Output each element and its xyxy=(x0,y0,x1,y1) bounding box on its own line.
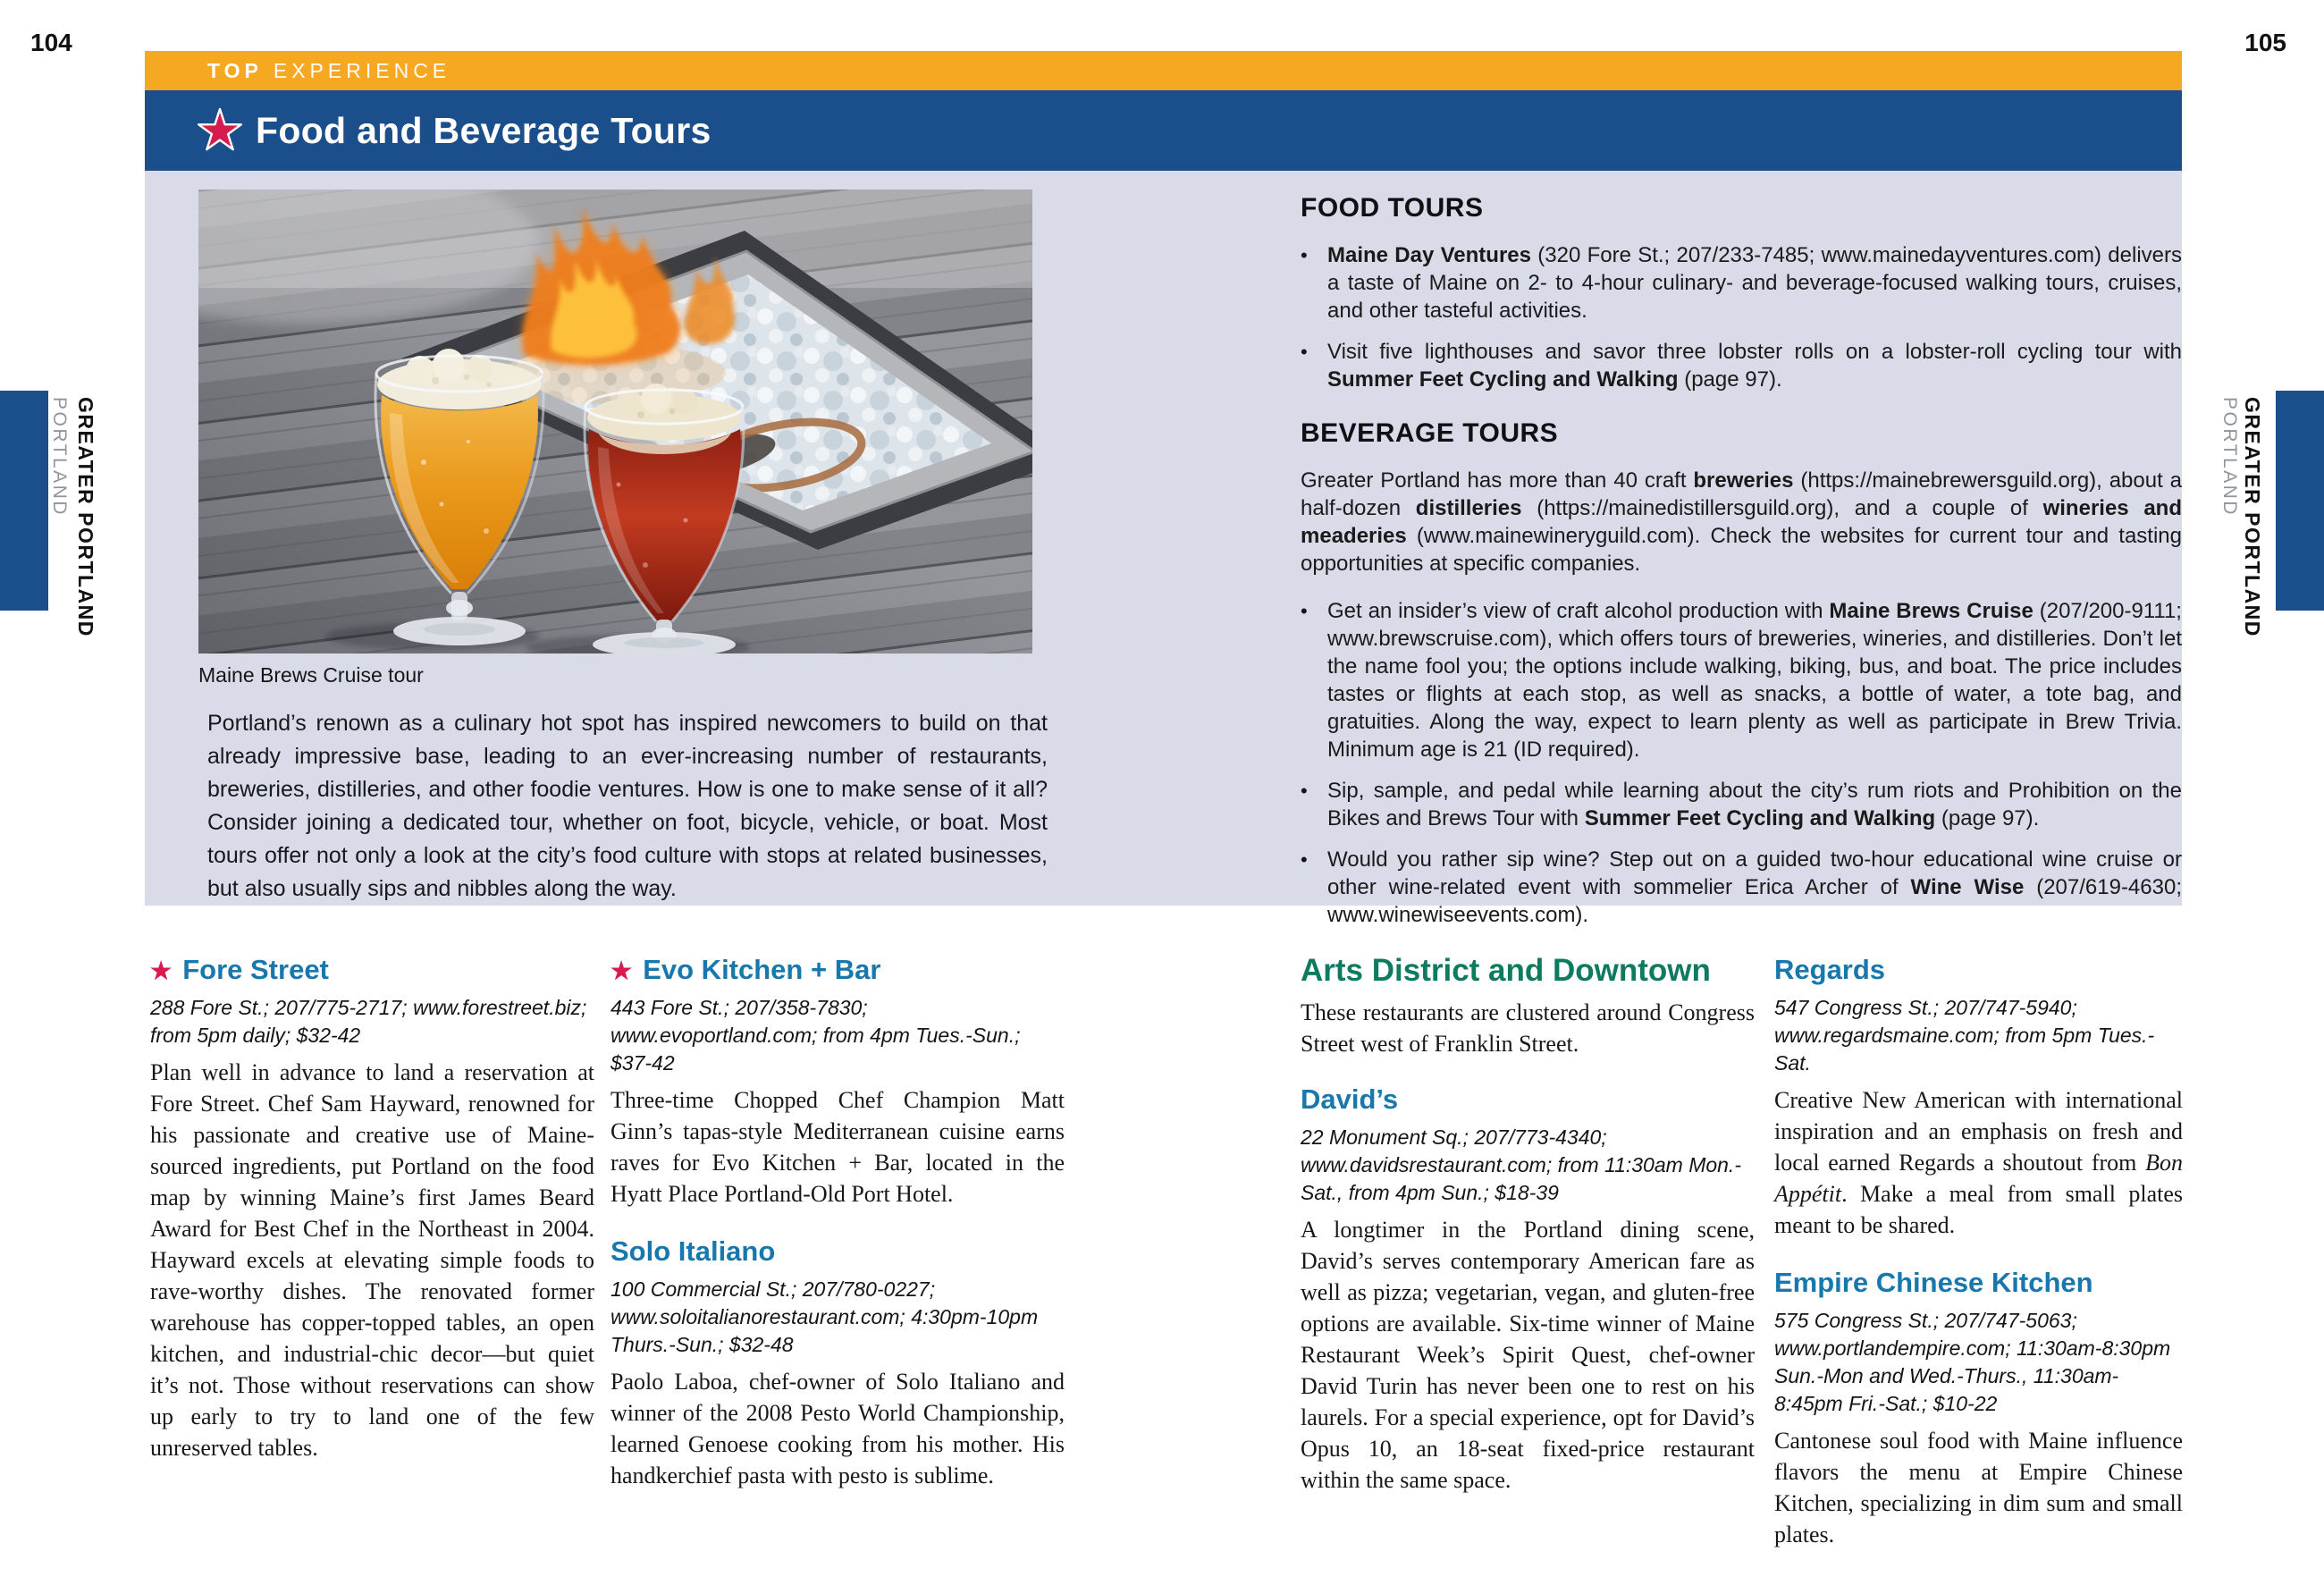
bullet-dot: • xyxy=(1301,780,1308,802)
restaurant-name xyxy=(610,1236,1065,1267)
beverage-tours-bullet-2 xyxy=(1301,777,2182,832)
beverage-tours-heading: BEVERAGE TOURS xyxy=(1301,418,1559,448)
district-intro: These restaurants are clustered around Congress Street west of Franklin Street. xyxy=(1301,999,1755,1057)
bullet-dot: • xyxy=(1301,244,1308,266)
kicker-text xyxy=(207,59,450,83)
bullet-text: Visit five lighthouses and savor three lobster rolls on a lobster-roll cycling tour with Summer Feet Cycling and Walking (page 97). xyxy=(1327,340,2182,392)
listing-column-4 xyxy=(1774,955,2183,1577)
restaurant-description: Paolo Laboa, chef-owner of Solo Italiano and winner of the 2008 Pesto World Championship, learned Genoese cooking from his mother. His handkerchief pasta with pesto is sublime. xyxy=(610,1369,1065,1489)
restaurant-name-text: Fore Street xyxy=(182,954,329,985)
photo-beer-glasses-firepit xyxy=(198,190,1032,653)
star-icon: ★ xyxy=(610,957,633,984)
tours-column xyxy=(1301,195,2182,942)
restaurant-description: Creative New American with international inspiration and an emphasis on fresh and local earned Regards a shoutout from Bon Appétit. Make a meal from small plates meant to be shared. xyxy=(1774,1087,2183,1239)
food-tours-heading: FOOD TOURS xyxy=(1301,193,1484,223)
restaurant-description: Three-time Chopped Chef Champion Matt Ginn’s tapas-style Mediterranean cuisine earns raves for Evo Kitchen + Bar, located in the Hyatt Place Portland-Old Port Hotel. xyxy=(610,1087,1065,1208)
restaurant-description: A longtimer in the Portland dining scene, David’s serves contemporary American fare as well as pizza; vegetarian, vegan, and gluten-free options are available. Six-time winner of Maine Restaurant Week’s Spirit Quest, chef-owner David Turin has never been one to rest on his laurels. For a special experience, opt for David’s Opus 10, an 18-seat fixed-price restaurant within the same space. xyxy=(1301,1216,1755,1493)
restaurant-info: 547 Congress St.; 207/747-5940; www.regardsmaine.com; from 5pm Tues.-Sat. xyxy=(1774,996,2155,1075)
restaurant-info: 100 Commercial St.; 207/780-0227; www.soloitalianorestaurant.com; 4:30pm-10pm Thurs.-Sun.; $32-48 xyxy=(610,1277,1039,1357)
restaurant-name-text: Regards xyxy=(1774,954,1886,985)
listing-fore-street xyxy=(150,955,594,1463)
kicker-bold: TOP xyxy=(207,58,263,82)
right-tab-color-block xyxy=(2276,391,2324,611)
bullet-dot: • xyxy=(1301,600,1308,622)
bullet-text: Would you rather sip wine? Step out on a guided two-hour educational wine cruise or other wine-related event with sommelier Erica Archer of Wine Wise (207/619-4630; www.winewiseevents.com). xyxy=(1327,847,2182,927)
listing-evo-kitchen-bar xyxy=(610,955,1065,1210)
right-tab-region-label: GREATER PORTLAND xyxy=(2241,397,2264,637)
restaurant-info: 288 Fore St.; 207/775-2717; www.forestreet.biz; from 5pm daily; $32-42 xyxy=(150,996,587,1048)
restaurant-name xyxy=(1301,1084,1755,1115)
bullet-text: Sip, sample, and pedal while learning about the city’s rum riots and Prohibition on the Bikes and Brews Tour with Summer Feet Cycling and Walking (page 97). xyxy=(1327,779,2182,830)
bullet-dot: • xyxy=(1301,341,1308,363)
bullet-dot: • xyxy=(1301,848,1308,871)
photo-caption: Maine Brews Cruise tour xyxy=(198,663,424,687)
star-icon: ★ xyxy=(150,957,173,984)
feature-intro-paragraph: Portland’s renown as a culinary hot spot has inspired newcomers to build on that already impressive base, leading to an ever-increasing number of restaurants, breweries, distilleries, and other foodie ventures. How is one to make sense of it all? Consider joining a dedicated tour, whether on foot, bicycle, vehicle, or boat. Most tours offer not only a look at the city’s food culture with stops at related businesses, but also usually sips and nibbles along the way. xyxy=(207,711,1048,901)
page-number-right: 105 xyxy=(2244,29,2286,56)
restaurant-name xyxy=(610,955,1065,985)
restaurant-name-text: David’s xyxy=(1301,1083,1399,1115)
food-tours-bullet-1 xyxy=(1301,241,2182,325)
left-tab-chapter-label: PORTLAND xyxy=(49,397,70,517)
listing-solo-italiano xyxy=(610,1236,1065,1491)
right-tab-chapter-label: PORTLAND xyxy=(2219,397,2240,517)
title-banner xyxy=(145,90,2182,171)
kicker-rest: EXPERIENCE xyxy=(273,58,451,82)
beverage-tours-bullet-1 xyxy=(1301,597,2182,763)
restaurant-info: 575 Congress St.; 207/747-5063; www.portlandempire.com; 11:30am-8:30pm Sun.-Mon and Wed.-Thurs., 11:30am-8:45pm Fri.-Sat.; $10-22 xyxy=(1774,1309,2171,1416)
page-title: Food and Beverage Tours xyxy=(256,109,712,151)
restaurant-name xyxy=(1774,1268,2183,1298)
star-icon xyxy=(197,107,243,154)
listing-empire-chinese-kitchen xyxy=(1774,1268,2183,1550)
food-tours-bullet-2 xyxy=(1301,338,2182,393)
restaurant-info: 22 Monument Sq.; 207/773-4340; www.davidsrestaurant.com; from 11:30am Mon.-Sat., from 4pm Sun.; $18-39 xyxy=(1301,1125,1741,1204)
listing-regards xyxy=(1774,955,2183,1241)
listing-column-3 xyxy=(1301,955,1755,1522)
restaurant-description: Cantonese soul food with Maine influence flavors the menu at Empire Chinese Kitchen, specializing in dim sum and small plates. xyxy=(1774,1428,2183,1548)
bullet-text: Maine Day Ventures (320 Fore St.; 207/233-7485; www.mainedayventures.com) delivers a taste of Maine on 2- to 4-hour culinary- and beverage-focused walking tours, cruises, and other tasteful activities. xyxy=(1327,243,2182,323)
restaurant-name-text: Solo Italiano xyxy=(610,1235,776,1268)
left-tab-color-block xyxy=(0,391,48,611)
restaurant-info: 443 Fore St.; 207/358-7830; www.evoportland.com; from 4pm Tues.-Sun.; $37-42 xyxy=(610,996,1021,1075)
restaurant-name-text: Empire Chinese Kitchen xyxy=(1774,1267,2093,1299)
beverage-tours-intro: Greater Portland has more than 40 craft breweries (https://mainebrewersguild.org), about a half-dozen distilleries (https://mainedistillersguild.org), and a couple of wineries and meaderies (www.mainewineryguild.com). Check the websites for current tour and tasting opportunities at specific companies. xyxy=(1301,468,2182,576)
listing-column-2 xyxy=(610,955,1065,1518)
beverage-tours-bullet-3 xyxy=(1301,846,2182,929)
listing-davids xyxy=(1301,1084,1755,1496)
left-tab-region-label: GREATER PORTLAND xyxy=(74,397,97,637)
restaurant-name xyxy=(150,955,594,985)
bullet-text: Get an insider’s view of craft alcohol production with Maine Brews Cruise (207/200-9111; www.brewscruise.com), which offers tours of breweries, wineries, and distilleries. Don’t let the name fool you; the options include walking, biking, bus, and boat. The price includes tastes or flights at each stop, as well as snacks, a bottle of water, a tote bag, and gratuities. Along the way, expect to learn plenty as well as participate in Brew Trivia. Minimum age is 21 (ID required). xyxy=(1327,599,2182,762)
beer-photo-illustration xyxy=(198,190,1032,653)
page-number-left: 104 xyxy=(30,29,72,56)
listing-column-1 xyxy=(150,955,594,1490)
restaurant-name-text: Evo Kitchen + Bar xyxy=(643,954,881,985)
restaurant-description: Plan well in advance to land a reservation at Fore Street. Chef Sam Hayward, renowned for his passionate and creative use of Maine-sourced ingredients, put Portland on the food map by winning Maine’s first James Beard Award for Best Chef in the Northeast in 2004. Hayward excels at elevating simple foods to rave-worthy dishes. The renovated former warehouse has copper-topped tables, an open kitchen, and industrial-chic decor—but quiet it’s not. Those without reservations can show up early to try to land one of the few unreserved tables. xyxy=(150,1059,594,1462)
restaurant-name xyxy=(1774,955,2183,985)
district-heading: Arts District and Downtown xyxy=(1301,953,1711,988)
kicker-banner xyxy=(145,51,2182,90)
